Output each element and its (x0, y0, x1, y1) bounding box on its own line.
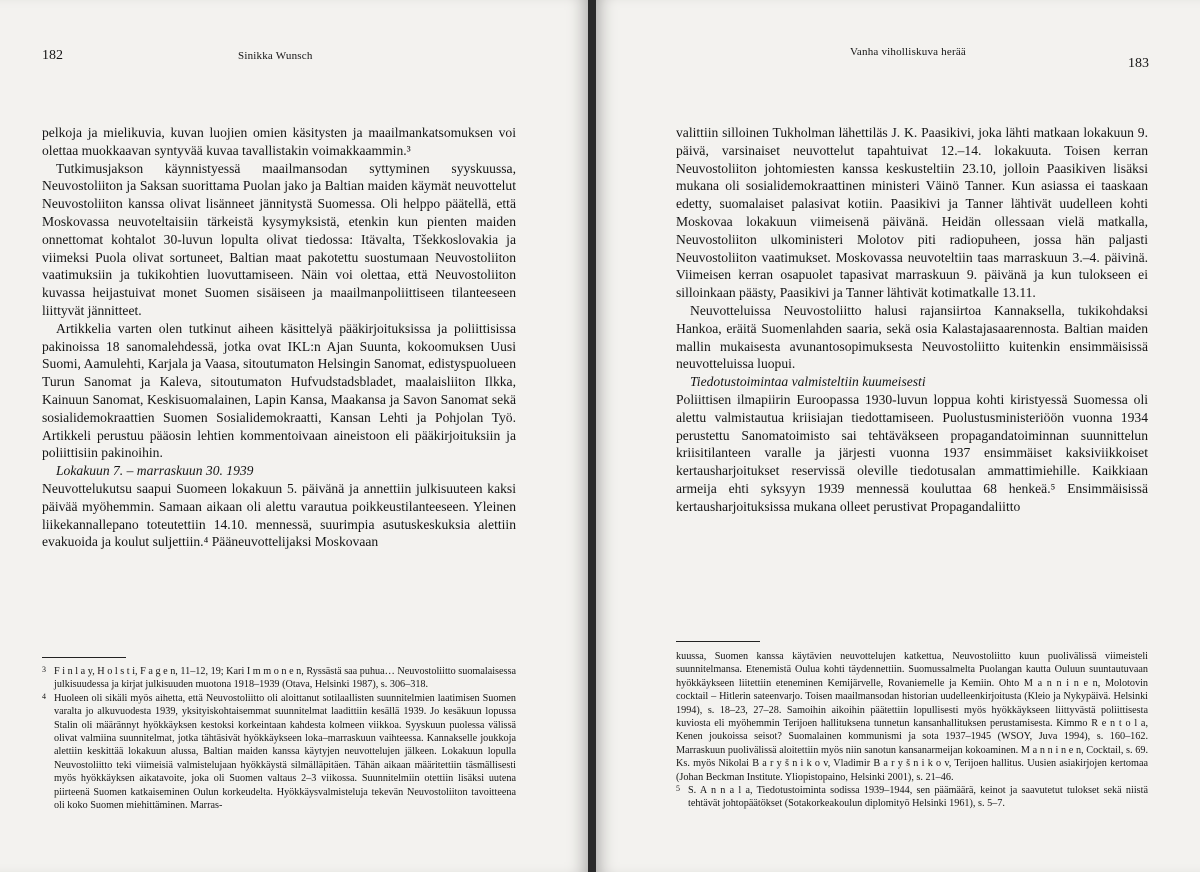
body-paragraph: Neuvotteluissa Neuvostoliitto halusi rajansiirtoa Kannaksella, tukikohdaksi Hankoa, eräitä Suomenlahden saaria, sekä osia Kalastajasaarennosta. Baltian maiden mallin mukaisesta avunantosopimuksesta Neuvostoliitto kuitenkin ensimmäisissä neuvotteluissa luopui. (676, 302, 1148, 372)
footnote (42, 692, 516, 813)
section-heading: Tiedotustoimintaa valmisteltiin kuumeisesti (690, 374, 926, 390)
left-footnotes (42, 665, 516, 812)
footnote-text: Huoleen oli sikäli myös aihetta, että Neuvostoliitto oli aloittanut sotilaallisten suunnitelmien laatimisen Suomen varalta jo alkuvuodesta 1939, yksityiskohtaisemmat suunnitelmat laadittiin kesällä 1939. Jo kesäkuun lopussa Stalin oli määrännyt hyökkäyksen kestoksi korkeintaan kahdesta kolmeen viikkoa. Syyskuun puolessa välissä olivat valmiina suunnitelmat, jotka tähtäsivät hyökkäykseen loka–marraskuun vaihteessa. Kannakselle joukkoja alettiin keskittää lokakuun alussa, Baltian maiden kanssa käytyjen neuvottelujen jälkeen. Lokakuun lopulla Neuvostoliitto teki viimeisiä valmistelujaan hyökkäystä silmälläpitäen. Tähän aikaan määritettiin täsmällisesti myös hyökkäyksen aikatavoite, joka oli Suomen valtaus 2–3 viikossa. Suunnitelmiin otettiin lisäksi uutena piirteenä Suomen katkaiseminen Oulun korkeudelta. Hyökkäysvalmisteluja tekevän Neuvostoliiton tavoitteena oli koko Suomen miehittäminen. Marras- (54, 692, 516, 812)
footnote-mark: 4 (42, 691, 46, 701)
right-running-head: Vanha viholliskuva herää (850, 46, 966, 58)
left-body (42, 124, 516, 551)
left-page-number: 182 (42, 48, 63, 63)
body-paragraph: Poliittisen ilmapiirin Euroopassa 1930-luvun loppua kohti kiristyessä Suomessa oli alettu valmistautua kriisiajan tiedottamiseen. Puolustusministeriöön vuonna 1934 perustettu Sanomatoimisto sai tehtäväkseen propagandatoiminnan suunnittelun kriisitilanteen varalle ja järjesti vuonna 1937 ensimmäiset kaksiviikkoiset kertausharjoitukset reservissä oleville tiedotusalan ammattimiehille. Kaikkiaan armeija ehti syksyyn 1939 mennessä kouluttaa 68 henkeä.⁵ Ensimmäisissä kertausharjoituksissa mukana olleet perustivat Propagandaliitto (676, 391, 1148, 514)
right-page (596, 0, 1200, 872)
book-gutter (588, 0, 596, 872)
footnote-continuation: kuussa, Suomen kanssa käytävien neuvottelujen katkettua, Neuvostoliitto kuun puolivälissä viimeisteli suunnitelmansa. Etenemistä Oulua kohti täydennettiin. Suomussalmelta Puolangan kautta Ouluun suuntautuvaan hyökkäykseen liitettiin eteneminen Kemijärvelle, Rovaniemelle ja Kemiin. Ohto M a n n i n e n, Molotovin cocktail – Hitlerin sateenvarjo. Toisen maailmansodan historian uudelleenkirjoitusta (Kleio ja Nykypäivä. Helsinki 1994), s. 18–23, 27–28. Samoihin aikoihin päätettiin lopullisesti myös hyökkäykseen liittyvästä poliittisesta kuviosta eli myöhemmin Terijoen hallituksena tunnetun kansanhallituksen perustamisesta. Kimmo R e n t o l a, Kenen joukoissa seisot? Suomalainen kommunismi ja sota 1937–1945 (WSOY, Juva 1994), s. 160–162. Marraskuun puolivälissä aloitettiin myös niin sanotun kansanarmeijan kokoaminen. M a n n i n e n, Cocktail, s. 69. Ks. myös Nikolai B a r y š n i k o v, Vladimir B a r y š n i k o v, Terijoen hallitus. Uusien asiakirjojen kertomaa (Johan Beckman Institute. Yliopistopaino, Helsinki 2001), s. 21–46. (676, 651, 1148, 783)
footnote-text: S. A n n a l a, Tiedotustoiminta sodissa 1939–1944, sen päämäärä, keinot ja saavutetut tulokset sekä niistä tehtävät johtopäätökset (Sotakorkeakoulun diplomityö Helsinki 1961), s. 5–7. (688, 785, 1148, 810)
body-paragraph: valittiin silloinen Tukholman lähettiläs J. K. Paasikivi, joka lähti matkaan lokakuun 9. päivä, varsinaiset neuvottelut tapahtuivat 12.–14. lokakuuta. Toisen kerran Neuvostoliiton johtomiesten kanssa keskusteltiin 23.10, jolloin Paasikiven lisäksi mukana oli sosialidemokraattinen ministeri Väinö Tanner. Kun asiassa ei taaskaan edetty, suomalaiset palasivat kotiin. Paasikivi ja Tanner lähtivät uudelleen kohti Moskovaa lokakuun viimeisenä päivänä. Heidän ollessaan vielä matkalla, Neuvostoliiton ulkoministeri Molotov piti radiopuheen, jossa hän paljasti Neuvostoliiton vaatimukset. Moskovassa neuvoteltiin taas marraskuun 3.–4. päivinä. Viimeisen kerran osapuolet tapasivat marraskuun 9. päivänä ja kun tulokseen ei silloinkaan päästy, Paasikivi ja Tanner lähtivät kotimatkalle 13.11. (676, 125, 1148, 301)
right-footnotes (676, 650, 1148, 811)
section-heading: Lokakuun 7. – marraskuun 30. 1939 (56, 463, 254, 479)
footnote (676, 784, 1148, 811)
footnote-rule (676, 641, 760, 642)
right-page-number: 183 (1128, 56, 1149, 71)
footnote-mark: 3 (42, 665, 46, 674)
footnote (42, 665, 516, 692)
body-paragraph: Tutkimusjakson käynnistyessä maailmansodan syttyminen syyskuussa, Neuvostoliiton ja Saksan suorittama Puolan jako ja Baltian maiden käymät neuvottelut Neuvostoliiton kanssa olivat lisänneet jännitystä Suomessa. Oli helppo päätellä, että Moskovassa neuvoteltaisiin tärkeistä kysymyksistä, etenkin kun pienten maiden onnettomat kohtalot 30-luvun lopulta olivat tiedossa: Itävalta, Tšekkoslovakia ja viimeksi Puola olivat sortuneet, Baltian maat pakotettu suostumaan Neuvostoliiton vaatimuksiin ja tukikohtien luovuttamiseen. Näin voi olettaa, että Neuvostoliiton kuvassa heijastuivat monet Suomen sisäiseen ja maailmanpoliittiseen tilanteeseen liittyvät jännitteet. (42, 160, 516, 318)
footnote-text: F i n l a y, H o l s t i, F a g e n, 11–12, 19; Kari I m m o n e n, Ryssästä saa puhua… Neuvostoliitto suomalaisessa julkisuudessa ja kirjat julkisuuden muotona 1918–1939 (Otava, Helsinki 1987), s. 306–318. (54, 666, 516, 691)
body-paragraph: Artikkelia varten olen tutkinut aiheen käsittelyä pääkirjoituksissa ja poliittisissa pakinoissa 18 sanomalehdessä, jotka ovat IKL:n Ajan Suunta, kokoomuksen Uusi Suomi, Aamulehti, Karjala ja Vaasa, sitoutumaton Helsingin Sanomat, edistyspuolueen Turun Sanomat ja Kaleva, sitoutumaton Hufvudstadsbladet, maalaisliiton Ilkka, Kainuun Sanomat, Keskisuomalainen, Lapin Kansa, Maakansa ja Savon Sanomat sekä sosialidemokraattien Suomen Sosialidemokraatti, Kansan Lehti ja Pohjolan Työ. Artikkeli perustuu pääosin lehtien kommentoivaan aineistoon eli pääkirjoituksiin ja poliittisiin pakinoihin. (42, 320, 516, 461)
left-running-head: Sinikka Wunsch (238, 50, 313, 62)
right-body (676, 124, 1148, 516)
body-paragraph: Neuvottelukutsu saapui Suomeen lokakuun 5. päivänä ja annettiin julkisuuteen kaksi päivää myöhemmin. Samaan aikaan oli alettu varautua poikkeustilanteeseen. Yleinen liikekannallepano toteutettiin 14.10. mennessä, suurimpia asutuskeskuksia alettiin evakuoida ja koulut suljettiin.⁴ Pääneuvottelijaksi Moskovaan (42, 480, 516, 550)
footnote-rule (42, 657, 126, 658)
left-page (0, 0, 588, 872)
footnote-mark: 5 (676, 784, 680, 794)
body-paragraph: pelkoja ja mielikuvia, kuvan luojien omien käsitysten ja maailmankatsomuksen voi olettaa muokkaavan syntyvää kuvaa tavallistakin voimakkaammin.³ (42, 125, 516, 158)
